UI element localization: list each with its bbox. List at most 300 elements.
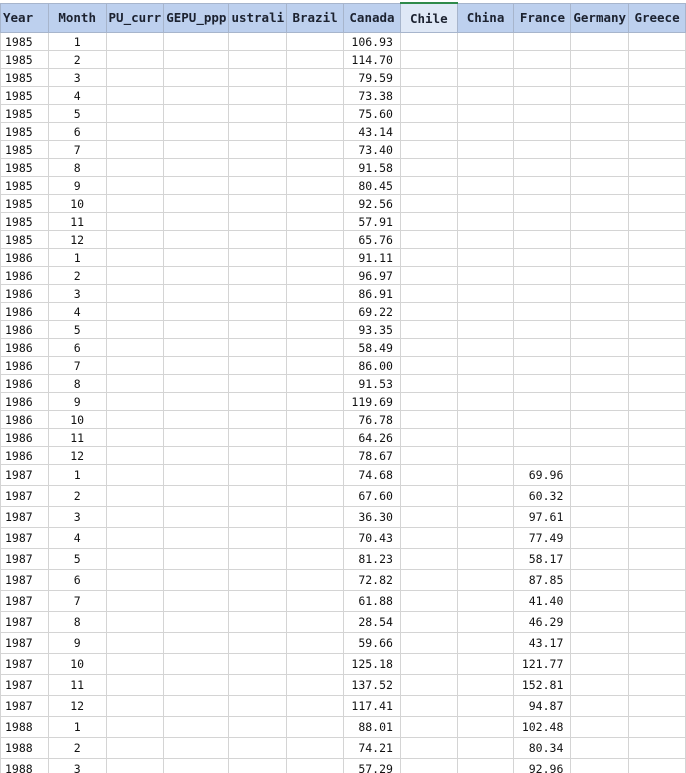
cell-australia[interactable] [229, 738, 287, 759]
cell-germany[interactable] [571, 375, 629, 393]
cell-chile[interactable] [400, 33, 457, 51]
cell-china[interactable] [457, 285, 514, 303]
cell-canada[interactable]: 86.00 [344, 357, 401, 375]
cell-germany[interactable] [571, 570, 629, 591]
cell-china[interactable] [457, 549, 514, 570]
cell-gepu-ppp[interactable] [164, 654, 229, 675]
cell-year[interactable]: 1986 [1, 285, 49, 303]
cell-epu-current[interactable] [106, 285, 164, 303]
cell-greece[interactable] [629, 195, 686, 213]
cell-china[interactable] [457, 591, 514, 612]
cell-germany[interactable] [571, 339, 629, 357]
cell-france[interactable] [514, 141, 571, 159]
cell-australia[interactable] [229, 549, 287, 570]
cell-epu-current[interactable] [106, 213, 164, 231]
cell-china[interactable] [457, 393, 514, 411]
cell-year[interactable]: 1985 [1, 51, 49, 69]
cell-brazil[interactable] [287, 321, 344, 339]
cell-gepu-ppp[interactable] [164, 570, 229, 591]
column-header-chile[interactable]: Chile [400, 3, 457, 33]
cell-greece[interactable] [629, 447, 686, 465]
cell-chile[interactable] [400, 654, 457, 675]
cell-month[interactable]: 12 [48, 447, 106, 465]
cell-year[interactable]: 1987 [1, 654, 49, 675]
cell-gepu-ppp[interactable] [164, 231, 229, 249]
cell-epu-current[interactable] [106, 123, 164, 141]
cell-epu-current[interactable] [106, 486, 164, 507]
cell-gepu-ppp[interactable] [164, 105, 229, 123]
cell-brazil[interactable] [287, 177, 344, 195]
cell-australia[interactable] [229, 33, 287, 51]
cell-canada[interactable]: 125.18 [344, 654, 401, 675]
cell-month[interactable]: 10 [48, 654, 106, 675]
cell-germany[interactable] [571, 159, 629, 177]
cell-gepu-ppp[interactable] [164, 303, 229, 321]
cell-france[interactable] [514, 267, 571, 285]
cell-canada[interactable]: 75.60 [344, 105, 401, 123]
cell-france[interactable] [514, 357, 571, 375]
cell-gepu-ppp[interactable] [164, 159, 229, 177]
cell-brazil[interactable] [287, 33, 344, 51]
cell-year[interactable]: 1985 [1, 141, 49, 159]
cell-china[interactable] [457, 570, 514, 591]
cell-china[interactable] [457, 507, 514, 528]
cell-australia[interactable] [229, 717, 287, 738]
cell-france[interactable] [514, 447, 571, 465]
cell-france[interactable]: 102.48 [514, 717, 571, 738]
cell-chile[interactable] [400, 339, 457, 357]
cell-australia[interactable] [229, 612, 287, 633]
cell-gepu-ppp[interactable] [164, 429, 229, 447]
cell-china[interactable] [457, 486, 514, 507]
cell-china[interactable] [457, 759, 514, 773]
cell-chile[interactable] [400, 570, 457, 591]
cell-germany[interactable] [571, 717, 629, 738]
cell-year[interactable]: 1987 [1, 633, 49, 654]
cell-australia[interactable] [229, 231, 287, 249]
cell-brazil[interactable] [287, 141, 344, 159]
cell-china[interactable] [457, 33, 514, 51]
cell-greece[interactable] [629, 465, 686, 486]
column-header-greece[interactable]: Greece [629, 3, 686, 33]
cell-germany[interactable] [571, 738, 629, 759]
cell-chile[interactable] [400, 69, 457, 87]
cell-brazil[interactable] [287, 159, 344, 177]
cell-france[interactable] [514, 303, 571, 321]
cell-germany[interactable] [571, 486, 629, 507]
cell-gepu-ppp[interactable] [164, 612, 229, 633]
cell-chile[interactable] [400, 717, 457, 738]
cell-gepu-ppp[interactable] [164, 486, 229, 507]
cell-greece[interactable] [629, 159, 686, 177]
cell-greece[interactable] [629, 393, 686, 411]
cell-month[interactable]: 11 [48, 429, 106, 447]
cell-france[interactable] [514, 411, 571, 429]
cell-year[interactable]: 1987 [1, 591, 49, 612]
cell-brazil[interactable] [287, 339, 344, 357]
cell-chile[interactable] [400, 51, 457, 69]
cell-china[interactable] [457, 654, 514, 675]
cell-month[interactable]: 1 [48, 249, 106, 267]
cell-china[interactable] [457, 159, 514, 177]
cell-germany[interactable] [571, 654, 629, 675]
cell-brazil[interactable] [287, 591, 344, 612]
cell-year[interactable]: 1987 [1, 675, 49, 696]
cell-china[interactable] [457, 633, 514, 654]
cell-chile[interactable] [400, 528, 457, 549]
cell-canada[interactable]: 88.01 [344, 717, 401, 738]
cell-month[interactable]: 1 [48, 33, 106, 51]
cell-epu-current[interactable] [106, 738, 164, 759]
cell-australia[interactable] [229, 633, 287, 654]
cell-brazil[interactable] [287, 267, 344, 285]
cell-canada[interactable]: 43.14 [344, 123, 401, 141]
cell-greece[interactable] [629, 633, 686, 654]
cell-germany[interactable] [571, 267, 629, 285]
cell-month[interactable]: 12 [48, 696, 106, 717]
cell-germany[interactable] [571, 321, 629, 339]
cell-greece[interactable] [629, 570, 686, 591]
cell-brazil[interactable] [287, 213, 344, 231]
cell-brazil[interactable] [287, 717, 344, 738]
cell-china[interactable] [457, 357, 514, 375]
cell-australia[interactable] [229, 69, 287, 87]
cell-month[interactable]: 1 [48, 717, 106, 738]
cell-canada[interactable]: 74.68 [344, 465, 401, 486]
cell-year[interactable]: 1987 [1, 528, 49, 549]
cell-china[interactable] [457, 321, 514, 339]
cell-canada[interactable]: 86.91 [344, 285, 401, 303]
cell-chile[interactable] [400, 507, 457, 528]
cell-gepu-ppp[interactable] [164, 177, 229, 195]
cell-china[interactable] [457, 738, 514, 759]
cell-epu-current[interactable] [106, 159, 164, 177]
cell-chile[interactable] [400, 267, 457, 285]
cell-germany[interactable] [571, 507, 629, 528]
cell-epu-current[interactable] [106, 51, 164, 69]
cell-month[interactable]: 2 [48, 51, 106, 69]
cell-year[interactable]: 1985 [1, 195, 49, 213]
cell-epu-current[interactable] [106, 507, 164, 528]
cell-canada[interactable]: 117.41 [344, 696, 401, 717]
cell-month[interactable]: 11 [48, 675, 106, 696]
cell-epu-current[interactable] [106, 339, 164, 357]
cell-gepu-ppp[interactable] [164, 675, 229, 696]
cell-year[interactable]: 1986 [1, 393, 49, 411]
cell-brazil[interactable] [287, 303, 344, 321]
cell-epu-current[interactable] [106, 267, 164, 285]
cell-china[interactable] [457, 411, 514, 429]
cell-brazil[interactable] [287, 759, 344, 773]
cell-china[interactable] [457, 303, 514, 321]
cell-france[interactable] [514, 249, 571, 267]
cell-month[interactable]: 6 [48, 339, 106, 357]
cell-australia[interactable] [229, 267, 287, 285]
cell-greece[interactable] [629, 591, 686, 612]
cell-gepu-ppp[interactable] [164, 465, 229, 486]
cell-gepu-ppp[interactable] [164, 357, 229, 375]
column-header-australia[interactable]: ustrali [229, 3, 287, 33]
cell-month[interactable]: 2 [48, 267, 106, 285]
cell-brazil[interactable] [287, 123, 344, 141]
cell-chile[interactable] [400, 675, 457, 696]
cell-china[interactable] [457, 465, 514, 486]
cell-canada[interactable]: 137.52 [344, 675, 401, 696]
cell-china[interactable] [457, 696, 514, 717]
cell-chile[interactable] [400, 393, 457, 411]
cell-greece[interactable] [629, 177, 686, 195]
cell-month[interactable]: 5 [48, 549, 106, 570]
cell-canada[interactable]: 69.22 [344, 303, 401, 321]
cell-epu-current[interactable] [106, 141, 164, 159]
cell-canada[interactable]: 57.91 [344, 213, 401, 231]
cell-greece[interactable] [629, 87, 686, 105]
cell-month[interactable]: 3 [48, 507, 106, 528]
cell-chile[interactable] [400, 231, 457, 249]
cell-china[interactable] [457, 231, 514, 249]
cell-france[interactable] [514, 177, 571, 195]
cell-year[interactable]: 1986 [1, 357, 49, 375]
cell-year[interactable]: 1985 [1, 87, 49, 105]
cell-month[interactable]: 6 [48, 123, 106, 141]
cell-brazil[interactable] [287, 393, 344, 411]
cell-epu-current[interactable] [106, 249, 164, 267]
cell-canada[interactable]: 114.70 [344, 51, 401, 69]
cell-greece[interactable] [629, 249, 686, 267]
column-header-brazil[interactable]: Brazil [287, 3, 344, 33]
cell-germany[interactable] [571, 231, 629, 249]
cell-greece[interactable] [629, 321, 686, 339]
cell-chile[interactable] [400, 213, 457, 231]
cell-brazil[interactable] [287, 411, 344, 429]
cell-france[interactable] [514, 321, 571, 339]
cell-france[interactable] [514, 429, 571, 447]
cell-australia[interactable] [229, 87, 287, 105]
cell-australia[interactable] [229, 375, 287, 393]
cell-brazil[interactable] [287, 507, 344, 528]
cell-australia[interactable] [229, 213, 287, 231]
cell-germany[interactable] [571, 87, 629, 105]
cell-year[interactable]: 1985 [1, 213, 49, 231]
cell-france[interactable] [514, 285, 571, 303]
cell-month[interactable]: 4 [48, 87, 106, 105]
cell-epu-current[interactable] [106, 549, 164, 570]
cell-epu-current[interactable] [106, 528, 164, 549]
cell-chile[interactable] [400, 447, 457, 465]
cell-canada[interactable]: 57.29 [344, 759, 401, 773]
cell-chile[interactable] [400, 633, 457, 654]
cell-year[interactable]: 1985 [1, 159, 49, 177]
cell-gepu-ppp[interactable] [164, 738, 229, 759]
cell-year[interactable]: 1985 [1, 177, 49, 195]
cell-month[interactable]: 8 [48, 159, 106, 177]
cell-epu-current[interactable] [106, 87, 164, 105]
cell-month[interactable]: 7 [48, 141, 106, 159]
cell-canada[interactable]: 28.54 [344, 612, 401, 633]
cell-france[interactable] [514, 159, 571, 177]
cell-gepu-ppp[interactable] [164, 195, 229, 213]
cell-china[interactable] [457, 375, 514, 393]
cell-germany[interactable] [571, 549, 629, 570]
cell-greece[interactable] [629, 339, 686, 357]
cell-germany[interactable] [571, 465, 629, 486]
cell-year[interactable]: 1986 [1, 321, 49, 339]
cell-australia[interactable] [229, 393, 287, 411]
cell-france[interactable]: 58.17 [514, 549, 571, 570]
cell-canada[interactable]: 64.26 [344, 429, 401, 447]
cell-france[interactable]: 46.29 [514, 612, 571, 633]
cell-australia[interactable] [229, 249, 287, 267]
cell-gepu-ppp[interactable] [164, 249, 229, 267]
cell-germany[interactable] [571, 675, 629, 696]
cell-greece[interactable] [629, 411, 686, 429]
cell-month[interactable]: 12 [48, 231, 106, 249]
cell-month[interactable]: 4 [48, 303, 106, 321]
cell-greece[interactable] [629, 357, 686, 375]
cell-greece[interactable] [629, 141, 686, 159]
cell-australia[interactable] [229, 654, 287, 675]
cell-epu-current[interactable] [106, 591, 164, 612]
cell-germany[interactable] [571, 195, 629, 213]
cell-greece[interactable] [629, 696, 686, 717]
cell-year[interactable]: 1988 [1, 759, 49, 773]
cell-china[interactable] [457, 87, 514, 105]
cell-canada[interactable]: 70.43 [344, 528, 401, 549]
cell-brazil[interactable] [287, 486, 344, 507]
cell-greece[interactable] [629, 717, 686, 738]
cell-gepu-ppp[interactable] [164, 717, 229, 738]
cell-epu-current[interactable] [106, 759, 164, 773]
cell-canada[interactable]: 73.38 [344, 87, 401, 105]
cell-brazil[interactable] [287, 375, 344, 393]
cell-france[interactable]: 77.49 [514, 528, 571, 549]
cell-germany[interactable] [571, 141, 629, 159]
cell-chile[interactable] [400, 738, 457, 759]
cell-month[interactable]: 1 [48, 465, 106, 486]
cell-gepu-ppp[interactable] [164, 696, 229, 717]
cell-greece[interactable] [629, 738, 686, 759]
cell-brazil[interactable] [287, 69, 344, 87]
cell-gepu-ppp[interactable] [164, 591, 229, 612]
cell-epu-current[interactable] [106, 447, 164, 465]
cell-canada[interactable]: 81.23 [344, 549, 401, 570]
cell-month[interactable]: 3 [48, 285, 106, 303]
cell-chile[interactable] [400, 123, 457, 141]
cell-greece[interactable] [629, 33, 686, 51]
cell-germany[interactable] [571, 696, 629, 717]
cell-canada[interactable]: 73.40 [344, 141, 401, 159]
cell-chile[interactable] [400, 429, 457, 447]
cell-australia[interactable] [229, 528, 287, 549]
cell-brazil[interactable] [287, 87, 344, 105]
cell-epu-current[interactable] [106, 675, 164, 696]
cell-australia[interactable] [229, 675, 287, 696]
cell-france[interactable]: 60.32 [514, 486, 571, 507]
cell-month[interactable]: 5 [48, 105, 106, 123]
column-header-year[interactable]: Year [1, 3, 49, 33]
cell-epu-current[interactable] [106, 357, 164, 375]
cell-epu-current[interactable] [106, 303, 164, 321]
cell-epu-current[interactable] [106, 105, 164, 123]
cell-australia[interactable] [229, 447, 287, 465]
cell-greece[interactable] [629, 654, 686, 675]
cell-australia[interactable] [229, 429, 287, 447]
cell-epu-current[interactable] [106, 33, 164, 51]
cell-year[interactable]: 1985 [1, 123, 49, 141]
cell-year[interactable]: 1986 [1, 339, 49, 357]
cell-year[interactable]: 1986 [1, 411, 49, 429]
cell-brazil[interactable] [287, 738, 344, 759]
cell-australia[interactable] [229, 486, 287, 507]
cell-gepu-ppp[interactable] [164, 507, 229, 528]
cell-chile[interactable] [400, 159, 457, 177]
cell-epu-current[interactable] [106, 177, 164, 195]
cell-chile[interactable] [400, 549, 457, 570]
cell-australia[interactable] [229, 570, 287, 591]
cell-france[interactable]: 41.40 [514, 591, 571, 612]
cell-france[interactable]: 121.77 [514, 654, 571, 675]
cell-germany[interactable] [571, 69, 629, 87]
cell-year[interactable]: 1985 [1, 69, 49, 87]
cell-china[interactable] [457, 267, 514, 285]
cell-canada[interactable]: 92.56 [344, 195, 401, 213]
cell-brazil[interactable] [287, 633, 344, 654]
cell-france[interactable] [514, 195, 571, 213]
cell-brazil[interactable] [287, 285, 344, 303]
cell-canada[interactable]: 91.58 [344, 159, 401, 177]
cell-gepu-ppp[interactable] [164, 87, 229, 105]
cell-gepu-ppp[interactable] [164, 51, 229, 69]
cell-epu-current[interactable] [106, 195, 164, 213]
cell-epu-current[interactable] [106, 429, 164, 447]
cell-greece[interactable] [629, 675, 686, 696]
cell-greece[interactable] [629, 549, 686, 570]
cell-canada[interactable]: 106.93 [344, 33, 401, 51]
cell-australia[interactable] [229, 123, 287, 141]
cell-germany[interactable] [571, 447, 629, 465]
cell-china[interactable] [457, 51, 514, 69]
cell-year[interactable]: 1985 [1, 33, 49, 51]
cell-china[interactable] [457, 105, 514, 123]
cell-australia[interactable] [229, 321, 287, 339]
cell-australia[interactable] [229, 105, 287, 123]
cell-gepu-ppp[interactable] [164, 141, 229, 159]
cell-epu-current[interactable] [106, 570, 164, 591]
cell-greece[interactable] [629, 105, 686, 123]
cell-chile[interactable] [400, 285, 457, 303]
cell-greece[interactable] [629, 285, 686, 303]
cell-month[interactable]: 9 [48, 393, 106, 411]
cell-epu-current[interactable] [106, 465, 164, 486]
cell-germany[interactable] [571, 33, 629, 51]
cell-germany[interactable] [571, 528, 629, 549]
cell-chile[interactable] [400, 357, 457, 375]
cell-month[interactable]: 10 [48, 411, 106, 429]
cell-france[interactable] [514, 87, 571, 105]
cell-year[interactable]: 1987 [1, 570, 49, 591]
cell-gepu-ppp[interactable] [164, 393, 229, 411]
cell-year[interactable]: 1985 [1, 105, 49, 123]
cell-france[interactable]: 97.61 [514, 507, 571, 528]
cell-month[interactable]: 9 [48, 177, 106, 195]
cell-month[interactable]: 3 [48, 69, 106, 87]
cell-epu-current[interactable] [106, 411, 164, 429]
cell-chile[interactable] [400, 195, 457, 213]
cell-month[interactable]: 10 [48, 195, 106, 213]
cell-australia[interactable] [229, 159, 287, 177]
cell-brazil[interactable] [287, 612, 344, 633]
cell-greece[interactable] [629, 51, 686, 69]
